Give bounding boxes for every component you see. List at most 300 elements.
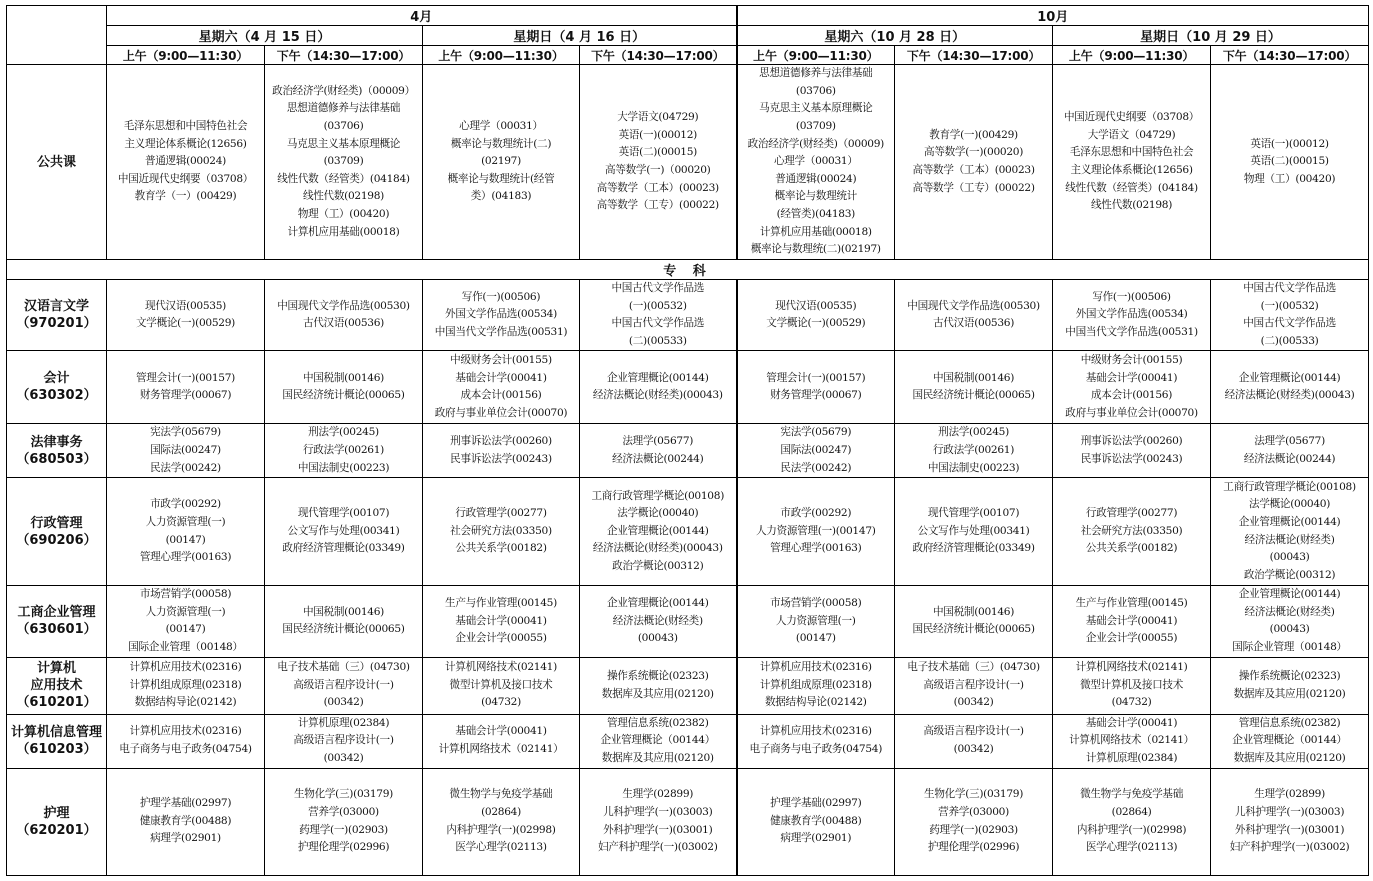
category-name: 公共课 bbox=[36, 154, 76, 170]
course-line: 生物化学(三)(03179) bbox=[924, 788, 1024, 801]
course-line: 法理学(05677) bbox=[1254, 435, 1325, 448]
course-line: 行政管理学(00277) bbox=[455, 507, 547, 520]
course-line: 管理会计(一)(00157) bbox=[766, 371, 866, 384]
course-cell bbox=[737, 714, 895, 768]
course-line: 现代管理学(00107) bbox=[297, 507, 390, 520]
course-line: 电子技术基础（三）(04730) bbox=[277, 661, 410, 674]
course-line: 操作系统概论(02323) bbox=[606, 669, 709, 682]
course-line: 类）(04183) bbox=[470, 190, 532, 203]
course-line: 民事诉讼法学(00243) bbox=[1080, 452, 1183, 465]
course-line: 高级语言程序设计(一) bbox=[293, 734, 394, 747]
course-line: 经济法概论(00244) bbox=[1243, 452, 1336, 465]
course-line: 中国税制(00146) bbox=[302, 605, 385, 618]
course-line: (03706) bbox=[795, 84, 836, 97]
course-cell bbox=[1053, 424, 1211, 478]
course-cell bbox=[265, 768, 423, 875]
course-line: 政府经济管理概论(03349) bbox=[282, 542, 405, 555]
course-cell bbox=[737, 280, 895, 351]
course-line: 健康教育学(00488) bbox=[770, 814, 862, 827]
course-cell bbox=[107, 351, 265, 424]
course-line: 护理伦理学(02996) bbox=[927, 841, 1020, 854]
course-line: 工商行政管理学概论(00108) bbox=[1223, 480, 1356, 493]
category-name: 计算机 bbox=[36, 661, 76, 677]
course-line: 微型计算机及接口技术 bbox=[449, 678, 553, 691]
course-line: 护理学基础(02997) bbox=[770, 797, 862, 810]
course-line: 行政法学(00261) bbox=[302, 443, 385, 456]
course-line: 中国当代文学作品选(00531) bbox=[1065, 325, 1198, 338]
course-line: 外国文学作品选(00534) bbox=[1075, 308, 1188, 321]
category-code: （630601） bbox=[16, 622, 97, 638]
course-cell bbox=[265, 714, 423, 768]
course-line: 马克思主义基本原理概论 bbox=[286, 137, 401, 150]
course-line: 概率论与数理统(二)(02197) bbox=[750, 243, 881, 256]
course-line: (00342) bbox=[953, 743, 994, 756]
course-line: 基础会计学(00041) bbox=[455, 725, 547, 738]
course-cell bbox=[580, 424, 737, 478]
category-cell bbox=[7, 657, 107, 714]
course-cell bbox=[265, 351, 423, 424]
course-cell bbox=[895, 478, 1053, 586]
course-cell bbox=[265, 424, 423, 478]
category-cell bbox=[7, 65, 107, 260]
course-line: 妇产科护理学(一)(03002) bbox=[597, 841, 718, 854]
course-line: 公共关系学(00182) bbox=[455, 542, 547, 555]
course-line: 药理学(一)(02903) bbox=[299, 823, 388, 836]
course-line: 国民经济统计概论(00065) bbox=[912, 389, 1035, 402]
course-cell bbox=[737, 478, 895, 586]
course-line: 微型计算机及接口技术 bbox=[1080, 678, 1184, 691]
course-line: 主义理论体系概论(12656) bbox=[1070, 164, 1193, 176]
course-cell bbox=[895, 586, 1053, 657]
course-line: 市场营销学(00058) bbox=[770, 596, 862, 609]
course-line: 文学概论(一)(00529) bbox=[135, 317, 235, 330]
course-line: (00043) bbox=[637, 632, 678, 645]
course-line: 经济法概论(财经类) bbox=[1244, 605, 1335, 618]
table-row bbox=[7, 280, 1369, 351]
course-line: 高级语言程序设计(一) bbox=[293, 678, 394, 691]
session-header: 上午（9:00—11:30） bbox=[423, 46, 580, 65]
course-line: 微生物学与免疫学基础 bbox=[449, 788, 553, 801]
course-cell bbox=[1053, 478, 1211, 586]
course-line: (02864) bbox=[1111, 805, 1152, 818]
course-cell bbox=[423, 586, 580, 657]
course-line: 政治经济学(财经类)（00009） bbox=[272, 84, 415, 97]
course-line: 外国文学作品选(00534) bbox=[445, 308, 557, 321]
course-line: 政府经济管理概论(03349) bbox=[912, 542, 1035, 555]
course-cell bbox=[737, 586, 895, 657]
course-line: 英语(一)(00012) bbox=[618, 128, 697, 141]
session-header: 下午（14:30—17:00） bbox=[265, 46, 423, 65]
course-line: 财务管理学(00067) bbox=[770, 389, 862, 402]
course-line: 财务管理学(00067) bbox=[139, 389, 232, 402]
course-line: 计算机应用技术(02316) bbox=[129, 725, 242, 738]
course-line: 病理学(02901) bbox=[150, 832, 221, 845]
course-line: 普通逻辑(00024) bbox=[775, 172, 857, 185]
table-row bbox=[7, 714, 1369, 768]
course-line: 基础会计学(00041) bbox=[1085, 716, 1178, 729]
course-cell bbox=[1211, 280, 1369, 351]
course-cell bbox=[1211, 424, 1369, 478]
course-cell bbox=[423, 351, 580, 424]
course-line: 刑事诉讼法学(00260) bbox=[1080, 435, 1183, 448]
table-row bbox=[7, 351, 1369, 424]
course-line: 基础会计学(00041) bbox=[1085, 371, 1178, 384]
course-cell bbox=[895, 768, 1053, 875]
course-cell bbox=[580, 657, 737, 714]
category-code: （610203） bbox=[16, 742, 97, 758]
category-code: （970201） bbox=[16, 316, 97, 332]
table-row bbox=[7, 586, 1369, 657]
course-line: 中级财务会计(00155) bbox=[450, 354, 552, 367]
course-cell bbox=[107, 586, 265, 657]
course-line: 护理学基础(02997) bbox=[139, 797, 232, 810]
course-line: 企业会计学(00055) bbox=[455, 632, 547, 645]
course-cell bbox=[580, 65, 737, 260]
category-cell bbox=[7, 586, 107, 657]
course-line: 刑法学(00245) bbox=[308, 426, 379, 439]
course-line: 写作(一)(00506) bbox=[1092, 290, 1171, 303]
course-line: 市政学(00292) bbox=[150, 498, 221, 511]
category-cell bbox=[7, 424, 107, 478]
course-cell bbox=[580, 478, 737, 586]
course-line: 国际企业管理（00148） bbox=[128, 640, 243, 653]
course-line: 计算机应用技术(02316) bbox=[759, 725, 872, 738]
course-cell bbox=[1211, 586, 1369, 657]
course-line: 人力资源管理(一)(00147) bbox=[756, 524, 876, 537]
course-cell bbox=[895, 714, 1053, 768]
course-cell bbox=[737, 65, 895, 260]
session-header: 下午（14:30—17:00） bbox=[895, 46, 1053, 65]
course-cell bbox=[265, 478, 423, 586]
course-line: 营养学(03000) bbox=[308, 805, 379, 818]
course-line: 中国古代文学作品选 bbox=[1243, 282, 1336, 294]
course-line: 宪法学(05679) bbox=[780, 426, 852, 439]
course-line: 高等数学（工专）(00022) bbox=[596, 199, 719, 212]
course-cell bbox=[423, 280, 580, 351]
course-line: 成本会计(00156) bbox=[460, 389, 542, 402]
table-row bbox=[7, 65, 1369, 260]
course-line: 英语(一)(00012) bbox=[1250, 137, 1329, 150]
course-line: 计算机原理(02384) bbox=[1085, 751, 1178, 764]
course-line: 儿科护理学(一)(03003) bbox=[603, 805, 713, 818]
course-cell bbox=[107, 424, 265, 478]
course-line: 公文写作与处理(00341) bbox=[917, 524, 1030, 537]
category-name: 法律事务 bbox=[30, 434, 83, 450]
category-cell bbox=[7, 351, 107, 424]
course-cell bbox=[580, 714, 737, 768]
course-line: 企业会计学(00055) bbox=[1085, 632, 1178, 645]
course-line: 电子商务与电子政务(04754) bbox=[749, 743, 883, 756]
day-header: 星期日（4 月 16 日） bbox=[423, 26, 737, 46]
course-cell bbox=[107, 280, 265, 351]
course-line: 计算机网络技术(02141) bbox=[1075, 661, 1188, 674]
course-cell bbox=[107, 65, 265, 260]
course-line: 大学语文（04729) bbox=[1087, 128, 1176, 141]
course-line: 计算机应用基础(00018) bbox=[287, 225, 400, 238]
course-line: 数据库及其应用(02120) bbox=[1233, 751, 1346, 764]
course-line: (03706) bbox=[323, 120, 364, 133]
course-line: 市政学(00292) bbox=[780, 507, 852, 520]
course-cell bbox=[580, 280, 737, 351]
course-cell bbox=[1053, 657, 1211, 714]
course-line: 经济法概论(财经类)(00043) bbox=[592, 542, 723, 555]
course-line: 经济法概论(财经类)(00043) bbox=[1224, 389, 1355, 402]
session-header: 下午（14:30—17:00） bbox=[1211, 46, 1369, 65]
course-line: 高等数学（工本）(00023) bbox=[596, 181, 719, 194]
course-line: 写作(一)(00506) bbox=[461, 290, 541, 303]
course-cell bbox=[423, 424, 580, 478]
course-line: 经济法概论(财经类) bbox=[612, 614, 703, 627]
course-line: 中国税制(00146) bbox=[933, 371, 1015, 384]
course-line: 物理（工）(00420) bbox=[297, 207, 390, 220]
course-line: 计算机应用基础(00018) bbox=[759, 225, 872, 238]
course-line: 线性代数(02198) bbox=[1091, 199, 1173, 212]
course-line: 数据库及其应用(02120) bbox=[601, 687, 714, 700]
course-line: 计算机网络技术(02141) bbox=[445, 661, 557, 674]
course-line: (03709) bbox=[323, 155, 364, 168]
course-line: 中国现代文学作品选(00530) bbox=[277, 299, 410, 312]
course-line: 外科护理学(一)(03001) bbox=[1234, 823, 1345, 836]
course-cell bbox=[265, 280, 423, 351]
course-line: 物理（工）(00420) bbox=[1243, 172, 1336, 185]
day-header: 星期六（4 月 15 日） bbox=[107, 26, 423, 46]
course-line: 毛泽东思想和中国特色社会 bbox=[123, 120, 248, 133]
course-line: 数据库及其应用(02120) bbox=[601, 751, 714, 764]
course-line: (00147) bbox=[165, 623, 206, 636]
course-line: 医学心理学(02113) bbox=[455, 841, 547, 854]
course-line: 概率论与数理统计 bbox=[774, 190, 857, 203]
course-line: 法学概论(00040) bbox=[617, 507, 699, 520]
course-line: (03709) bbox=[795, 120, 836, 133]
category-name: 应用技术 bbox=[30, 678, 83, 694]
course-line: (一)(00532) bbox=[628, 299, 687, 312]
course-cell bbox=[423, 478, 580, 586]
course-line: 企业管理概论（00144） bbox=[600, 734, 716, 747]
course-cell bbox=[423, 657, 580, 714]
course-line: 企业管理概论(00144) bbox=[606, 596, 709, 609]
table-row bbox=[7, 424, 1369, 478]
category-name: 行政管理 bbox=[30, 515, 83, 531]
course-line: 基础会计学(00041) bbox=[1085, 614, 1178, 627]
course-line: 计算机网络技术（02141） bbox=[438, 743, 564, 756]
course-line: 数据库及其应用(02120) bbox=[1233, 687, 1346, 700]
course-line: (02197) bbox=[481, 155, 521, 168]
course-line: 古代汉语(00536) bbox=[933, 317, 1015, 330]
course-line: 生理学(02899) bbox=[622, 788, 694, 801]
course-line: 生物化学(三)(03179) bbox=[293, 788, 393, 801]
course-line: 人力资源管理(一) bbox=[775, 614, 856, 627]
course-line: 护理伦理学(02996) bbox=[297, 841, 390, 854]
session-header: 上午（9:00—11:30） bbox=[737, 46, 895, 65]
course-line: 数据结构导论(02142) bbox=[764, 696, 867, 709]
course-line: 心理学（00031） bbox=[459, 120, 543, 133]
course-line: 计算机应用技术(02316) bbox=[129, 661, 242, 674]
course-line: 健康教育学(00488) bbox=[139, 814, 232, 827]
course-line: 生理学(02899) bbox=[1254, 788, 1325, 801]
course-cell bbox=[1211, 657, 1369, 714]
course-line: 英语(二)(00015) bbox=[1250, 155, 1329, 168]
day-header: 星期六（10 月 28 日） bbox=[737, 26, 1053, 46]
course-line: 妇产科护理学(一)(03002) bbox=[1229, 841, 1350, 854]
course-line: 人力资源管理(一) bbox=[145, 605, 226, 618]
course-line: 政府与事业单位会计(00070) bbox=[434, 406, 568, 419]
course-line: 国际企业管理（00148） bbox=[1232, 640, 1347, 653]
course-cell bbox=[265, 65, 423, 260]
course-line: 企业管理概论(00144) bbox=[1238, 516, 1341, 529]
course-cell bbox=[1053, 586, 1211, 657]
course-line: 政治经济学(财经类)（00009) bbox=[747, 137, 884, 150]
course-line: 社会研究方法(03350) bbox=[1080, 524, 1183, 537]
course-line: (00043) bbox=[1269, 551, 1310, 564]
course-line: 中国古代文学作品选 bbox=[1243, 317, 1336, 330]
session-header: 下午（14:30—17:00） bbox=[580, 46, 737, 65]
course-line: 线性代数（经管类）(04184) bbox=[277, 172, 410, 185]
course-line: 管理信息系统(02382) bbox=[1238, 716, 1341, 729]
course-line: 药理学(一)(02903) bbox=[929, 823, 1018, 836]
category-code: （680503） bbox=[16, 451, 97, 467]
course-line: 教育学（一）(00429) bbox=[134, 190, 237, 203]
course-line: 国际法(00247) bbox=[780, 443, 852, 456]
course-cell bbox=[1053, 768, 1211, 875]
course-cell bbox=[580, 351, 737, 424]
course-cell bbox=[1053, 714, 1211, 768]
course-cell bbox=[265, 586, 423, 657]
course-line: (00342) bbox=[323, 696, 364, 709]
course-line: 英语(二)(00015) bbox=[618, 146, 697, 159]
course-line: 中国古代文学作品选 bbox=[611, 317, 705, 330]
table-row bbox=[7, 657, 1369, 714]
course-line: 营养学(03000) bbox=[938, 805, 1009, 818]
course-line: 行政法学(00261) bbox=[933, 443, 1015, 456]
course-line: 法学概论(00040) bbox=[1249, 498, 1331, 511]
course-line: 现代汉语(00535) bbox=[144, 299, 227, 312]
course-line: 市场营销学(00058) bbox=[139, 588, 232, 601]
course-line: 数据结构导论(02142) bbox=[134, 696, 237, 709]
course-line: 国民经济统计概论(00065) bbox=[912, 623, 1035, 636]
course-line: (00342) bbox=[953, 696, 994, 709]
course-cell bbox=[580, 586, 737, 657]
schedule-table bbox=[6, 5, 1369, 876]
course-line: 生产与作业管理(00145) bbox=[1075, 596, 1188, 609]
course-line: 中国现代文学作品选(00530) bbox=[907, 299, 1040, 312]
course-line: 生产与作业管理(00145) bbox=[445, 596, 557, 609]
course-line: 毛泽东思想和中国特色社会 bbox=[1069, 146, 1194, 159]
section-row bbox=[7, 260, 1369, 280]
course-line: 国民经济统计概论(00065) bbox=[282, 389, 405, 402]
course-cell bbox=[895, 65, 1053, 260]
course-cell bbox=[580, 768, 737, 875]
course-line: 马克思主义基本原理概论 bbox=[759, 102, 873, 115]
category-code: （630302） bbox=[16, 388, 97, 404]
course-cell bbox=[423, 65, 580, 260]
course-line: 管理会计(一)(00157) bbox=[135, 371, 235, 384]
course-cell bbox=[895, 280, 1053, 351]
course-line: 国际法(00247) bbox=[150, 443, 221, 456]
category-code: （610201） bbox=[16, 695, 97, 711]
course-line: 基础会计学(00041) bbox=[455, 371, 547, 384]
course-line: 中国古代文学作品选 bbox=[611, 282, 705, 294]
course-line: 经济法概论(财经类)(00043) bbox=[592, 389, 723, 402]
course-cell bbox=[737, 424, 895, 478]
course-line: 线性代数(02198) bbox=[302, 190, 385, 203]
course-line: 经济法概论(00244) bbox=[612, 452, 704, 465]
course-line: (二)(00533) bbox=[1260, 334, 1319, 347]
course-cell bbox=[895, 351, 1053, 424]
course-line: 行政管理学(00277) bbox=[1085, 507, 1178, 520]
course-line: 刑法学(00245) bbox=[938, 426, 1009, 439]
course-line: 线性代数（经管类）(04184) bbox=[1065, 181, 1198, 194]
course-line: 普通逻辑(00024) bbox=[144, 155, 227, 168]
course-line: 宪法学(05679) bbox=[150, 426, 221, 439]
course-line: 管理心理学(00163) bbox=[770, 542, 862, 555]
course-line: (二)(00533) bbox=[628, 334, 687, 347]
category-cell bbox=[7, 280, 107, 351]
course-line: 高级语言程序设计(一) bbox=[923, 678, 1024, 691]
course-line: 法理学(05677) bbox=[622, 435, 694, 448]
course-line: 中国税制(00146) bbox=[933, 605, 1015, 618]
course-line: (00147) bbox=[165, 533, 206, 546]
course-line: 高等数学（工专）(00022) bbox=[912, 181, 1035, 194]
course-line: 公共关系学(00182) bbox=[1085, 542, 1178, 555]
category-code: （620201） bbox=[16, 822, 97, 838]
category-name: 计算机信息管理 bbox=[10, 725, 102, 741]
course-line: 古代汉语(00536) bbox=[302, 317, 385, 330]
course-line: (00147) bbox=[795, 632, 836, 645]
course-line: 计算机组成原理(02318) bbox=[129, 678, 242, 691]
course-cell bbox=[423, 714, 580, 768]
course-cell bbox=[107, 714, 265, 768]
course-line: 思想道德修养与法律基础 bbox=[286, 102, 401, 115]
course-line: 政治学概论(00312) bbox=[612, 560, 704, 573]
month-october: 10月 bbox=[737, 6, 1369, 26]
course-line: 病理学(02901) bbox=[780, 832, 852, 845]
course-line: 思想道德修养与法律基础 bbox=[759, 67, 873, 80]
day-header: 星期日（10 月 29 日） bbox=[1053, 26, 1369, 46]
course-cell bbox=[265, 657, 423, 714]
course-line: 微生物学与免疫学基础 bbox=[1080, 788, 1184, 801]
course-line: 电子商务与电子政务(04754) bbox=[119, 743, 252, 756]
course-line: 企业管理概论(00144) bbox=[606, 524, 709, 537]
month-april: 4月 bbox=[107, 6, 737, 26]
course-cell bbox=[737, 768, 895, 875]
category-name: 工商企业管理 bbox=[17, 605, 96, 621]
course-line: 大学语文(04729) bbox=[617, 111, 699, 124]
course-line: (04732) bbox=[1111, 696, 1152, 709]
category-cell bbox=[7, 478, 107, 586]
course-cell bbox=[895, 424, 1053, 478]
course-line: (04732) bbox=[481, 696, 521, 709]
course-line: 管理心理学(00163) bbox=[139, 551, 232, 564]
course-line: 政治学概论(00312) bbox=[1243, 568, 1336, 581]
course-line: (经管类)(04183) bbox=[776, 207, 855, 220]
course-line: 基础会计学(00041) bbox=[455, 614, 547, 627]
section-label: 专 科 bbox=[7, 260, 1369, 280]
course-cell bbox=[1211, 65, 1369, 260]
course-line: (02864) bbox=[481, 805, 521, 818]
course-cell bbox=[737, 657, 895, 714]
course-line: (00342) bbox=[323, 751, 364, 764]
course-line: 计算机组成原理(02318) bbox=[759, 678, 872, 691]
course-line: 企业管理概论(00144) bbox=[1238, 588, 1341, 601]
course-line: 中国税制(00146) bbox=[302, 371, 385, 384]
exam-schedule bbox=[6, 5, 1368, 876]
course-line: 民事诉讼法学(00243) bbox=[450, 452, 552, 465]
course-line: 医学心理学(02113) bbox=[1085, 841, 1178, 854]
course-line: 高级语言程序设计(一) bbox=[923, 725, 1024, 738]
course-line: 计算机原理(02384) bbox=[297, 716, 390, 729]
category-name: 汉语言文学 bbox=[23, 299, 89, 315]
course-line: 外科护理学(一)(03001) bbox=[603, 823, 713, 836]
